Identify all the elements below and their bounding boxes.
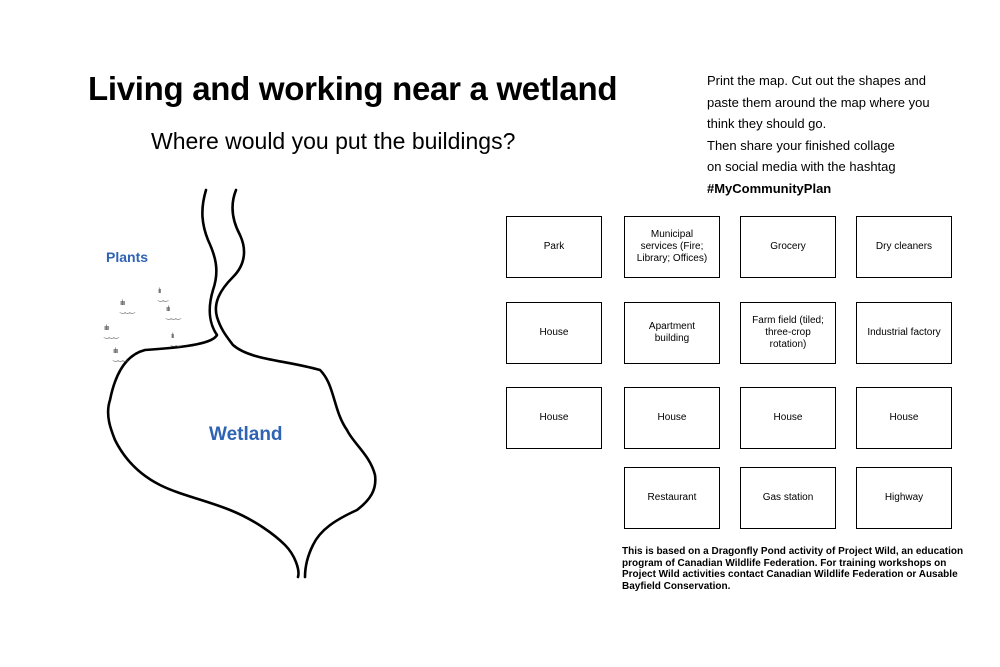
instructions (707, 70, 967, 199)
attribution-footnote: This is based on a Dragonfly Pond activity of Project Wild, an education program of Canadian Wildlife Federation. For training workshops on Project Wild activities contact Canadian Wildlife Federation or Ausable Bayfield Conservation. (622, 546, 964, 592)
card-apartment-building: Apartment building (624, 302, 720, 364)
instruction-line: think they should go. (707, 116, 827, 131)
card-house: House (740, 387, 836, 449)
card-grocery: Grocery (740, 216, 836, 278)
card-park: Park (506, 216, 602, 278)
card-house: House (624, 387, 720, 449)
card-highway: Highway (856, 467, 952, 529)
card-gas-station: Gas station (740, 467, 836, 529)
hashtag: #MyCommunityPlan (707, 180, 832, 196)
instruction-line: Print the map. Cut out the shapes and (707, 73, 926, 88)
instruction-line: Then share your finished collage (707, 137, 895, 153)
card-dry-cleaners: Dry cleaners (856, 216, 952, 278)
card-house: House (506, 387, 602, 449)
page-subtitle: Where would you put the buildings? (151, 128, 516, 154)
plant-icon: ıılıı ‿‿‿ (120, 300, 134, 314)
instruction-line: on social media with the hashtag (707, 159, 896, 174)
card-industrial-factory: Industrial factory (856, 302, 952, 364)
card-municipal-services: Municipal services (Fire; Library; Offices) (624, 216, 720, 278)
plant-icon: ılı ‿‿ (158, 288, 168, 302)
card-house: House (856, 387, 952, 449)
card-farm-field: Farm field (tiled; three-crop rotation) (740, 302, 836, 364)
instruction-line: paste them around the map where you (707, 94, 930, 110)
plants-label: Plants (106, 249, 149, 265)
card-house: House (506, 302, 602, 364)
page-title: Living and working near a wetland (88, 70, 618, 107)
plant-icon: ıılı ‿‿‿ (166, 306, 180, 320)
card-restaurant: Restaurant (624, 467, 720, 529)
wetland-map (95, 185, 395, 585)
plant-icon: ıılıı ‿‿‿ (113, 348, 127, 362)
plant-icon: ılı ‿‿ (171, 333, 181, 347)
wetland-label: Wetland (209, 424, 283, 445)
plant-icon: ıılıı ‿‿‿ (104, 325, 118, 339)
stream-right-bank (216, 190, 375, 577)
